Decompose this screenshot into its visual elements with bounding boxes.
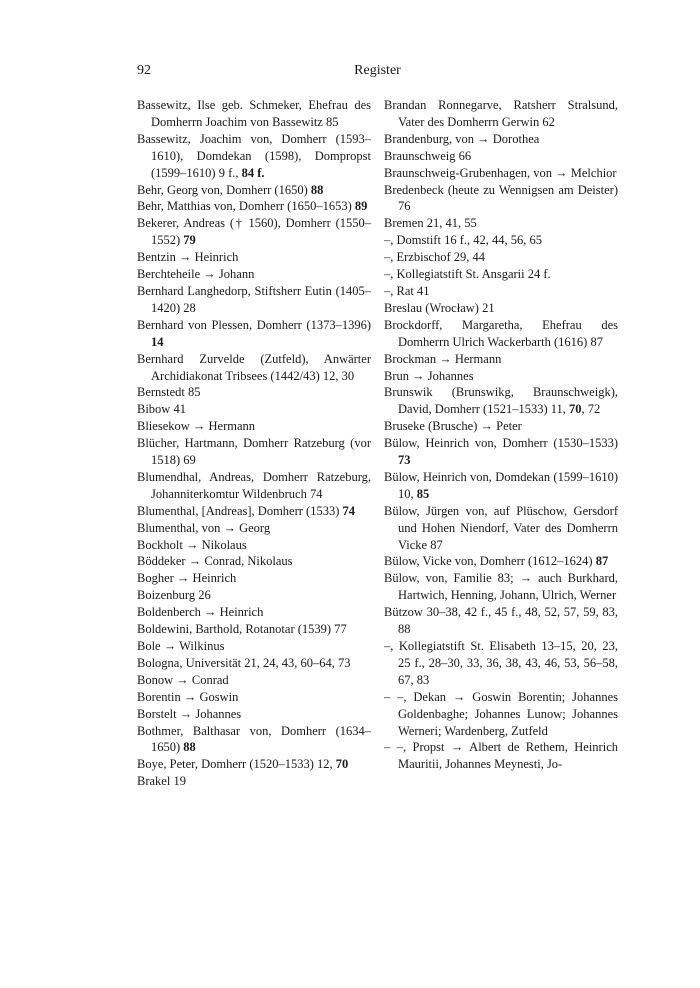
entry-text: Bernstedt 85: [137, 385, 201, 400]
index-entry: [137, 655, 371, 672]
running-title: Register: [354, 63, 401, 78]
index-entry: [137, 351, 371, 385]
entry-text: Böddeker → Conrad, Nikolaus: [137, 554, 293, 569]
entry-text: Bülow, Heinrich von, Domdekan (1599–1610) 10,: [384, 469, 618, 501]
entry-text: Bentzin → Heinrich: [137, 250, 239, 265]
index-entry: [384, 689, 618, 740]
index-entry: [137, 638, 371, 655]
entry-text: –, Domstift 16 f., 42, 44, 56, 65: [384, 233, 542, 248]
entry-text: Bogher → Heinrich: [137, 571, 237, 586]
entry-text: Brunswik (Brunswikg, Braunschweigk), David, Domherr (1521–1533) 11,: [384, 385, 618, 417]
index-entry: [137, 401, 371, 418]
index-entry: [137, 604, 371, 621]
page-reference-main: 85: [416, 486, 430, 501]
index-entry: [137, 266, 371, 283]
entry-text: Brockman → Hermann: [384, 351, 502, 366]
index-entry: [384, 604, 618, 638]
index-entry: [137, 672, 371, 689]
page-reference-main: 14: [151, 334, 164, 349]
index-entry: [384, 232, 618, 249]
entry-text: Bernhard von Plessen, Domherr (1373–1396): [137, 317, 371, 332]
index-entry: [137, 503, 371, 520]
entry-text: Bernhard Langhedorp, Stiftsherr Eutin (1405–1420) 28: [137, 283, 371, 315]
index-entry: [137, 587, 371, 604]
entry-text: Breslau (Wrocław) 21: [384, 300, 495, 315]
index-entry: [384, 351, 618, 368]
entry-text: Brun → Johannes: [384, 368, 474, 383]
page-reference-main: 87: [595, 554, 609, 569]
entry-text: Bekerer, Andreas († 1560), Domherr (1550–1552): [137, 216, 371, 248]
entry-text: Brockdorff, Margaretha, Ehefrau des Domherrn Ulrich Wackerbarth (1616) 87: [384, 317, 618, 349]
index-entry: [137, 723, 371, 757]
index-entry: [384, 97, 618, 131]
entry-text: Behr, Matthias von, Domherr (1650–1653): [137, 199, 355, 214]
index-entry: [384, 249, 618, 266]
index-entry: [137, 131, 371, 182]
index-entry: [137, 756, 371, 773]
index-entry: [384, 435, 618, 469]
index-entry: [384, 300, 618, 317]
entry-text: Boizenburg 26: [137, 588, 211, 603]
index-entry: [137, 384, 371, 401]
page-reference-main: 88: [183, 740, 196, 755]
entry-text: –, Erzbischof 29, 44: [384, 250, 486, 265]
entry-text: –, Rat 41: [384, 283, 430, 298]
entry-text: Boye, Peter, Domherr (1520–1533) 12,: [137, 757, 336, 772]
entry-text: Bredenbeck (heute zu Wennigsen am Deister) 76: [384, 182, 618, 214]
index-entry: [384, 148, 618, 165]
entry-text: Boldewini, Barthold, Rotanotar (1539) 77: [137, 622, 347, 637]
entry-text: Blumenthal, [Andreas], Domherr (1533): [137, 503, 343, 518]
index-entry: [137, 689, 371, 706]
entry-text: Bologna, Universität 21, 24, 43, 60–64, 73: [137, 655, 351, 670]
entry-text: Blücher, Hartmann, Domherr Ratzeburg (vor 1518) 69: [137, 436, 371, 468]
index-column-right: [384, 97, 618, 773]
entry-text: –, Kollegiatstift St. Elisabeth 13–15, 20, 23, 25 f., 28–30, 33, 36, 38, 43, 46, 53, 56–58, 67, 83: [384, 639, 618, 687]
index-entry: [384, 215, 618, 232]
entry-text: Bassewitz, Joachim von, Domherr (1593–1610), Domdekan (1598), Dompropst (1599–1610) 9 f.,: [137, 131, 371, 180]
entry-text: Brandan Ronnegarve, Ratsherr Stralsund, Vater des Domherrn Gerwin 62: [384, 98, 618, 129]
page-reference-main: 70: [335, 757, 349, 772]
entry-text: – –, Dekan → Goswin Borentin; Johannes Goldenbaghe; Johannes Lunow; Johannes Werneri; Wardenberg, Zutfeld: [384, 689, 618, 738]
entry-text: Braunschweig 66: [384, 148, 472, 163]
page-reference-main: 74: [342, 503, 355, 518]
index-entry: [137, 520, 371, 537]
index-entry: [137, 537, 371, 554]
page-reference-main: 70: [569, 402, 582, 417]
entry-text: Bremen 21, 41, 55: [384, 216, 477, 231]
index-entry: [137, 317, 371, 351]
page-number: 92: [137, 63, 151, 78]
entry-text: Braunschweig-Grubenhagen, von → Melchior: [384, 165, 617, 180]
page-reference-main: 79: [183, 233, 196, 248]
index-entry: [137, 418, 371, 435]
index-entry: [137, 570, 371, 587]
index-entry: [137, 182, 371, 199]
entry-text: Blumenthal, von → Georg: [137, 520, 271, 535]
entry-text: Bülow, Jürgen von, auf Plüschow, Gersdorf und Hohen Niendorf, Vater des Domherrn Vicke 87: [384, 503, 618, 552]
entry-text: – –, Propst → Albert de Rethem, Heinrich Mauritii, Johannes Meynesti, Jo-: [384, 740, 618, 772]
entry-text: Brakel 19: [137, 774, 186, 789]
index-entry: [384, 739, 618, 773]
index-entry: [137, 621, 371, 638]
index-entry: [384, 266, 618, 283]
index-entry: [137, 773, 371, 790]
entry-text: , 72: [581, 402, 601, 417]
entry-text: Bruseke (Brusche) → Peter: [384, 419, 522, 434]
index-entry: [384, 638, 618, 689]
index-entry: [384, 283, 618, 300]
entry-text: Borstelt → Johannes: [137, 706, 242, 721]
index-entry: [384, 165, 618, 182]
entry-text: Borentin → Goswin: [137, 689, 239, 704]
index-entry: [384, 384, 618, 418]
entry-text: Boldenberch → Heinrich: [137, 605, 264, 620]
entry-text: –, Kollegiatstift St. Ansgarii 24 f.: [384, 267, 551, 282]
entry-text: Bliesekow → Hermann: [137, 419, 256, 434]
index-entry: [137, 435, 371, 469]
entry-text: Behr, Georg von, Domherr (1650): [137, 182, 311, 197]
index-entry: [384, 553, 618, 570]
index-entry: [384, 368, 618, 385]
entry-text: Bülow, Vicke von, Domherr (1612–1624): [384, 554, 596, 569]
entry-text: Bibow 41: [137, 402, 186, 417]
page-reference-main: 84 f.: [241, 165, 265, 180]
index-entry: [384, 503, 618, 554]
index-entry: [137, 198, 371, 215]
page-reference-main: 73: [398, 453, 411, 468]
entry-text: Bülow, von, Familie 83; → auch Burkhard, Hartwich, Henning, Johann, Ulrich, Werner: [384, 571, 618, 603]
entry-text: Bonow → Conrad: [137, 672, 229, 687]
entry-text: Berchteheile → Johann: [137, 267, 255, 282]
entry-text: Blumendhal, Andreas, Domherr Ratzeburg, Johanniterkomtur Wildenbruch 74: [137, 469, 371, 501]
entry-text: Bülow, Heinrich von, Domherr (1530–1533): [384, 436, 618, 451]
entry-text: Brandenburg, von → Dorothea: [384, 131, 540, 146]
page-reference-main: 89: [354, 199, 368, 214]
entry-text: Bützow 30–38, 42 f., 45 f., 48, 52, 57, 59, 83, 88: [384, 605, 618, 637]
index-entry: [384, 469, 618, 503]
index-column-left: [137, 97, 371, 790]
entry-text: Bassewitz, Ilse geb. Schmeker, Ehefrau des Domherrn Joachim von Bassewitz 85: [137, 98, 371, 129]
entry-text: Bothmer, Balthasar von, Domherr (1634–1650): [137, 723, 371, 755]
index-entry: [137, 215, 371, 249]
index-entry: [384, 570, 618, 604]
index-entry: [137, 553, 371, 570]
index-entry: [137, 706, 371, 723]
index-entry: [384, 418, 618, 435]
page-header: [137, 61, 618, 81]
index-entry: [137, 97, 371, 131]
index-entry: [137, 249, 371, 266]
entry-text: Bole → Wilkinus: [137, 639, 225, 653]
index-entry: [137, 283, 371, 317]
index-entry: [384, 182, 618, 216]
page-reference-main: 88: [310, 182, 324, 197]
index-entry: [137, 469, 371, 503]
entry-text: Bernhard Zurvelde (Zutfeld), Anwärter Archidiakonat Tribsees (1442/43) 12, 30: [137, 351, 371, 383]
entry-text: Bockholt → Nikolaus: [137, 537, 247, 552]
index-entry: [384, 317, 618, 351]
index-entry: [384, 131, 618, 148]
